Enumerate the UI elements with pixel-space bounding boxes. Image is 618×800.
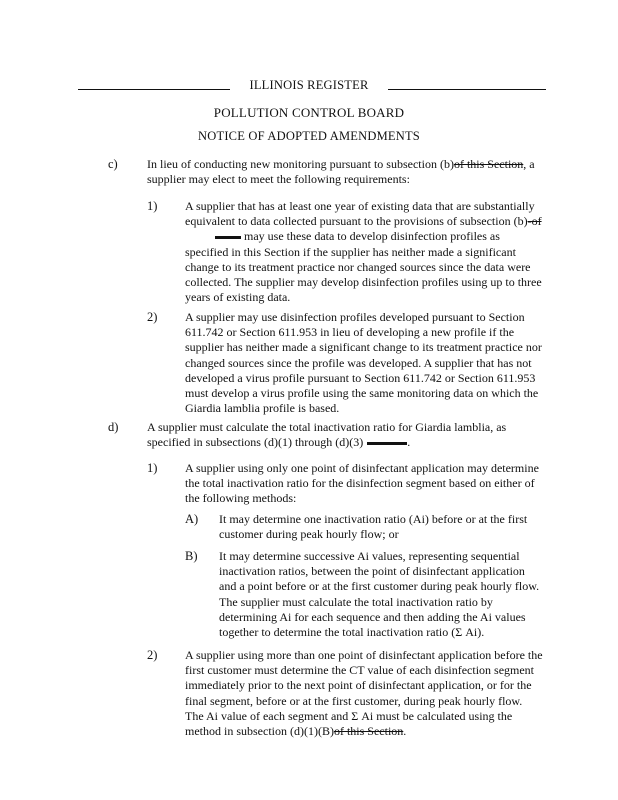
item-d2-text — [185, 648, 543, 739]
subitem-b-text — [219, 549, 539, 640]
text-line: It may determine one inactivation ratio (Ai) before or at the first — [219, 512, 528, 526]
struck-text: of this Section — [453, 157, 524, 171]
text-line: developed a virus profile pursuant to Section 611.742 or Section 611.953 — [185, 370, 536, 385]
item-d1-text — [185, 461, 539, 507]
text-line: determining Ai for each sequence and then adding the Ai values — [219, 609, 526, 624]
text-line: The Ai value of each segment and Σ Ai must be calculated using the — [185, 708, 513, 723]
text-line: 611.742 or Section 611.953 in lieu of developing a new profile if the — [185, 325, 515, 340]
text-line: In lieu of conducting new monitoring pursuant to subsection (b)of this Section, a — [147, 157, 535, 171]
section-d-text — [147, 420, 506, 450]
text-line: supplier may elect to meet the following requirements: — [147, 172, 410, 187]
section-c-text — [147, 157, 535, 187]
item-c1-text — [185, 199, 542, 305]
text-line: The supplier must calculate the total inactivation ratio by — [219, 594, 493, 609]
text-line: collected. The supplier may develop disinfection profiles using up to three — [185, 275, 542, 290]
text-line: inactivation ratios, between the point of disinfectant application — [219, 564, 525, 579]
register-title: ILLINOIS REGISTER — [249, 78, 369, 92]
text-line: years of existing data. — [185, 290, 291, 305]
redaction-mark — [367, 442, 407, 445]
text-line: immediately prior to the next point of disinfectant application, or for the — [185, 678, 532, 693]
text-line: A supplier must calculate the total inactivation ratio for Giardia lamblia, as — [147, 420, 507, 434]
text-line: the following methods: — [185, 491, 297, 506]
notice-title: NOTICE OF ADOPTED AMENDMENTS — [198, 129, 420, 143]
text-line: specified in this Section if the supplier has neither made a significant — [185, 244, 516, 259]
text-line: A supplier may use disinfection profiles developed pursuant to Section — [185, 310, 525, 324]
text-line: specified in subsections (d)(1) through (d)(3) . — [147, 435, 411, 450]
item-d2-label: 2) — [147, 648, 158, 662]
section-c-label: c) — [108, 157, 118, 171]
text-line: change to its treatment practice nor changed sources since the data were — [185, 259, 531, 274]
item-c2-text — [185, 310, 542, 416]
text-line: equivalent to data collected pursuant to the provisions of subsection (b)-of — [185, 214, 542, 229]
redaction-mark — [215, 236, 241, 239]
text-line: A supplier that has at least one year of existing data that are substantially — [185, 199, 535, 213]
text-line: method in subsection (d)(1)(B)of this Section. — [185, 724, 407, 739]
struck-text: of this Section — [333, 724, 404, 739]
text-line: final segment, before or at the first customer, during peak hourly flow. — [185, 693, 523, 708]
struck-text: -of — [527, 214, 542, 229]
text-line: first customer must determine the CT value of each disinfection segment — [185, 663, 535, 678]
item-c2-label: 2) — [147, 310, 158, 324]
subitem-a-text — [219, 512, 527, 542]
text-line: and a point before or at the first customer during peak hourly flow. — [219, 579, 540, 594]
text-line: Giardia lamblia profile is based. — [185, 401, 340, 416]
item-c1-label: 1) — [147, 199, 158, 213]
subitem-a-label: A) — [185, 512, 199, 526]
text-line: supplier has neither made a significant change to its treatment practice nor — [185, 340, 542, 355]
subitem-b-label: B) — [185, 549, 198, 563]
text-line: must develop a virus profile using the same monitoring data on which the — [185, 386, 539, 401]
text-line: the total inactivation ratio for the disinfection segment based on either of — [185, 476, 535, 491]
text-line: A supplier using only one point of disinfectant application may determine — [185, 461, 539, 475]
text-line: It may determine successive Ai values, representing sequential — [219, 549, 520, 563]
text-line: A supplier using more than one point of disinfectant application before the — [185, 648, 543, 662]
agency-title: POLLUTION CONTROL BOARD — [213, 105, 405, 120]
section-d-label: d) — [108, 420, 119, 434]
text-line: may use these data to develop disinfection profiles as — [185, 229, 542, 244]
text-line: customer during peak hourly flow; or — [219, 527, 399, 542]
text-line: changed sources since the profile was developed. A supplier that has not — [185, 355, 532, 370]
item-d1-label: 1) — [147, 461, 158, 475]
text-line: together to determine the total inactivation ratio (Σ Ai). — [219, 625, 485, 640]
